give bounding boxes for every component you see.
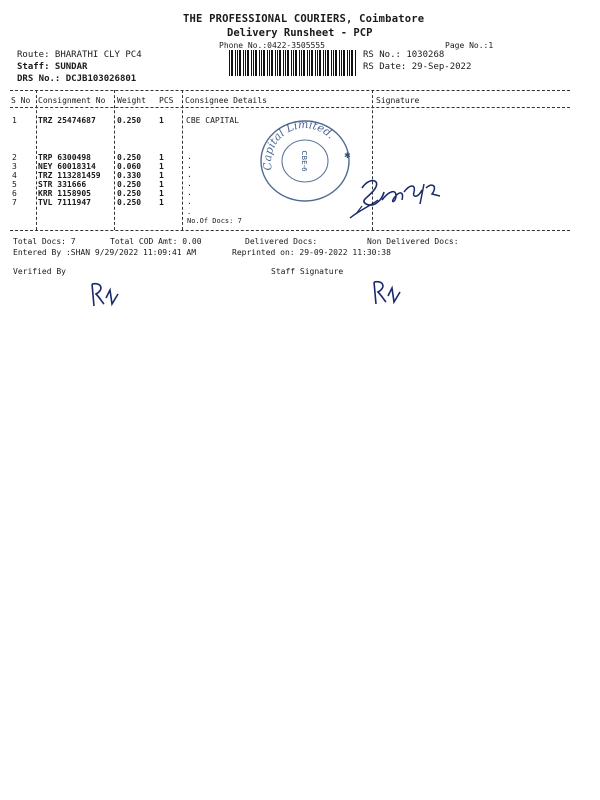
row-consignee: .: [187, 188, 192, 197]
row-weight: 0.250: [117, 189, 142, 198]
row-pcs: 1: [159, 198, 164, 207]
row-consignment: KRR 1158905: [38, 189, 91, 198]
phone-number: Phone No.:0422-3505555: [219, 41, 325, 50]
col-divider: [114, 90, 115, 230]
rs-number: RS No.: 1030268: [363, 50, 445, 60]
row-pcs: 1: [159, 153, 164, 162]
total-docs: Total Docs: 7: [13, 237, 76, 246]
page-number: Page No.:1: [445, 41, 494, 50]
verified-by-label: Verified By: [13, 267, 66, 276]
row-consignment: TRZ 25474687: [38, 116, 96, 125]
row-consignee: .: [187, 179, 192, 188]
col-divider: [36, 90, 37, 230]
row-consignment: NEY 60018314: [38, 162, 96, 171]
row-sno: 3: [12, 162, 17, 171]
col-divider: [182, 90, 183, 230]
drs-number: DRS No.: DCJB103026801: [17, 74, 137, 84]
company-title: THE PROFESSIONAL COURIERS, Coimbatore: [183, 13, 425, 25]
row-consignee: .: [187, 161, 192, 170]
stamp-outer-text: Capital Limited.: [260, 118, 338, 172]
row-consignment: TRZ 113281459: [38, 171, 101, 180]
row-pcs: 1: [159, 189, 164, 198]
total-cod-amount: Total COD Amt: 0.00: [110, 237, 202, 246]
header-pcs: PCS: [159, 96, 174, 105]
row-sno: 7: [12, 198, 17, 207]
no-of-docs: No.Of Docs: 7: [187, 217, 242, 225]
row-weight: 0.250: [117, 116, 142, 125]
entered-by: Entered By :SHAN 9/29/2022 11:09:41 AM: [13, 248, 197, 257]
company-stamp: [258, 118, 352, 204]
row-sno: 1: [12, 116, 17, 125]
barcode: [229, 50, 356, 76]
row-consignment: TRP 6300498: [38, 153, 91, 162]
row-weight: 0.250: [117, 198, 142, 207]
route-label: Route: BHARATHI CLY PC4: [17, 50, 142, 60]
rs-date: RS Date: 29-Sep-2022: [363, 62, 472, 72]
staff-signature: [368, 278, 408, 308]
row-consignee: .: [187, 208, 192, 216]
delivered-docs: Delivered Docs:: [245, 237, 318, 246]
staff-signature-label: Staff Signature: [271, 267, 344, 276]
document-subtitle: Delivery Runsheet - PCP: [227, 27, 373, 39]
row-consignee: .: [187, 170, 192, 179]
row-consignee: CBE CAPITAL: [186, 116, 239, 125]
non-delivered-docs: Non Delivered Docs:: [367, 237, 459, 246]
row-sno: 5: [12, 180, 17, 189]
header-weight: Weight: [117, 96, 146, 105]
stamp-inner-text: CBE-6: [300, 150, 308, 172]
reprinted-on: Reprinted on: 29-09-2022 11:30:38: [232, 248, 391, 257]
row-consignee: .: [187, 197, 192, 206]
row-consignment: STR 331666: [38, 180, 87, 189]
header-sno: S No: [11, 96, 31, 105]
row-weight: 0.060: [117, 162, 142, 171]
handwritten-signature: [344, 170, 444, 222]
row-consignment: TVL 7111947: [38, 198, 91, 207]
staff-label: Staff: SUNDAR: [17, 62, 88, 72]
row-weight: 0.250: [117, 153, 142, 162]
verifier-signature: [86, 280, 126, 310]
row-pcs: 1: [159, 180, 164, 189]
row-pcs: 1: [159, 162, 164, 171]
row-pcs: 1: [159, 116, 164, 125]
row-weight: 0.330: [117, 171, 142, 180]
table-top-rule: [10, 90, 570, 91]
row-sno: 2: [12, 153, 17, 162]
header-consignee: Consignee Details: [185, 96, 267, 105]
header-signature: Signature: [376, 96, 420, 105]
row-sno: 6: [12, 189, 17, 198]
table-header-rule: [10, 107, 570, 108]
header-consignment: Consignment No: [38, 96, 106, 105]
row-weight: 0.250: [117, 180, 142, 189]
star-icon: ✱: [344, 151, 351, 160]
table-bottom-rule: [10, 230, 570, 231]
row-sno: 4: [12, 171, 17, 180]
row-pcs: 1: [159, 171, 164, 180]
row-consignee: .: [187, 152, 192, 161]
